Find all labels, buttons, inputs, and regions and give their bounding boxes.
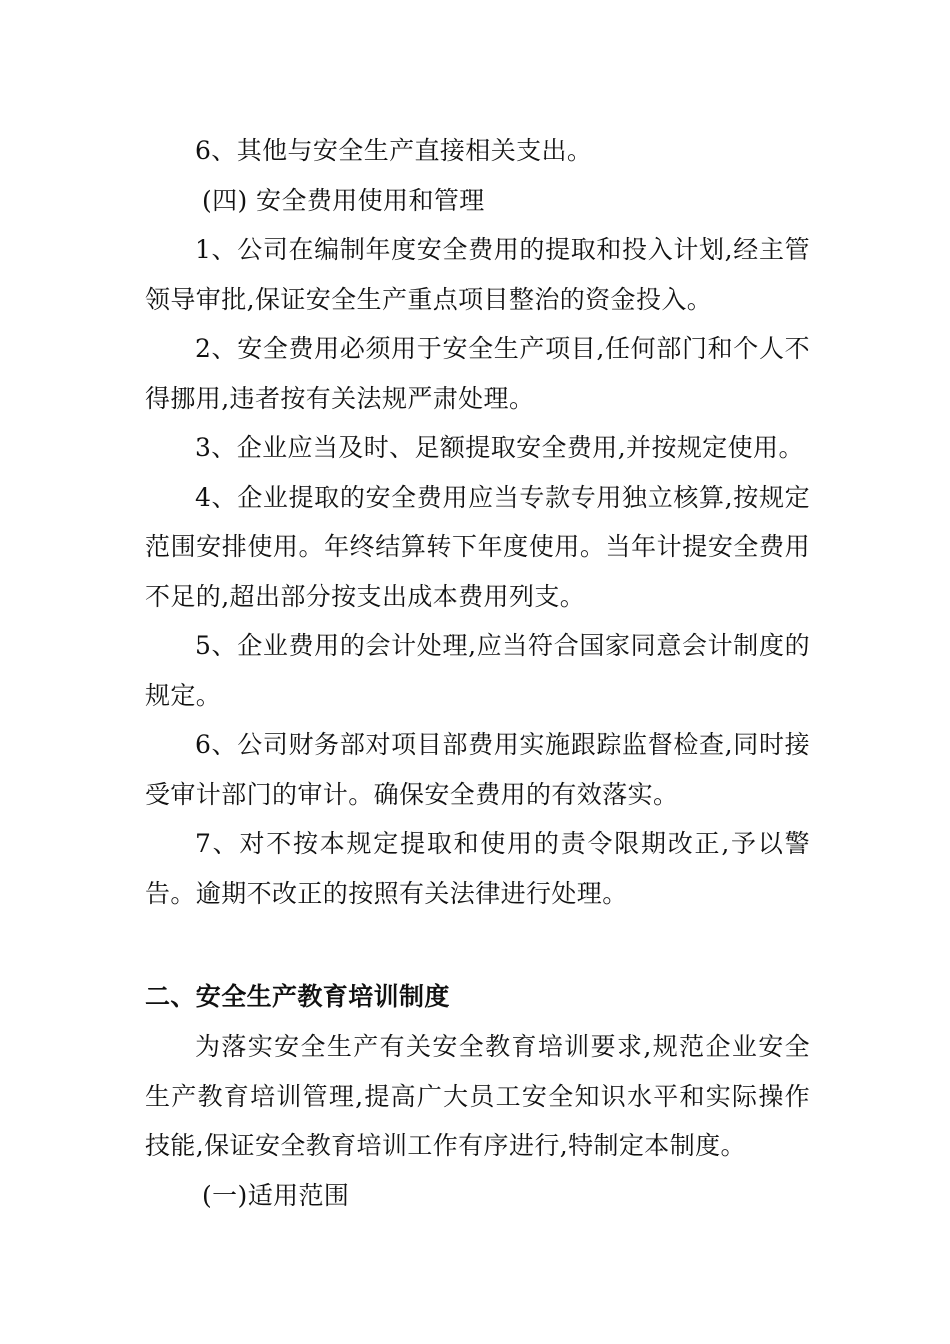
paragraph-item-4: 4、企业提取的安全费用应当专款专用独立核算,按规定范围安排使用。年终结算转下年度使用。当年计提安全费用不足的,超出部分按支出成本费用列支。 [145, 482, 810, 611]
paragraph-training-intro: 为落实安全生产有关安全教育培训要求,规范企业安全生产教育培训管理,提高广大员工安全知识水平和实际操作技能,保证安全教育培训工作有序进行,特制定本制度。 [145, 1032, 810, 1160]
paragraph-item-6-other-expenses: 6、其他与安全生产直接相关支出。 [195, 136, 593, 165]
paragraph-item-1: 1、公司在编制年度安全费用的提取和投入计划,经主管领导审批,保证安全生产重点项目整治的资金投入。 [145, 235, 810, 314]
paragraph-item-2: 2、安全费用必须用于安全生产项目,任何部门和个人不得挪用,违者按有关法规严肃处理。 [145, 334, 810, 413]
paragraph-item-7: 7、对不按本规定提取和使用的责令限期改正,予以警告。逾期不改正的按照有关法律进行处理。 [145, 829, 810, 908]
section-training-body [145, 1022, 810, 1220]
subsection-title-fee-usage: (四) 安全费用使用和管理 [202, 185, 485, 215]
subsection-title-scope: (一)适用范围 [202, 1180, 350, 1210]
section-fees-body [145, 126, 810, 918]
paragraph-item-6: 6、公司财务部对项目部费用实施跟踪监督检查,同时接受审计部门的审计。确保安全费用的有效落实。 [145, 730, 810, 809]
section-heading-training: 二、安全生产教育培训制度 [145, 982, 450, 1011]
paragraph-item-3: 3、企业应当及时、足额提取安全费用,并按规定使用。 [195, 433, 804, 462]
paragraph-item-5: 5、企业费用的会计处理,应当符合国家同意会计制度的规定。 [145, 631, 810, 710]
